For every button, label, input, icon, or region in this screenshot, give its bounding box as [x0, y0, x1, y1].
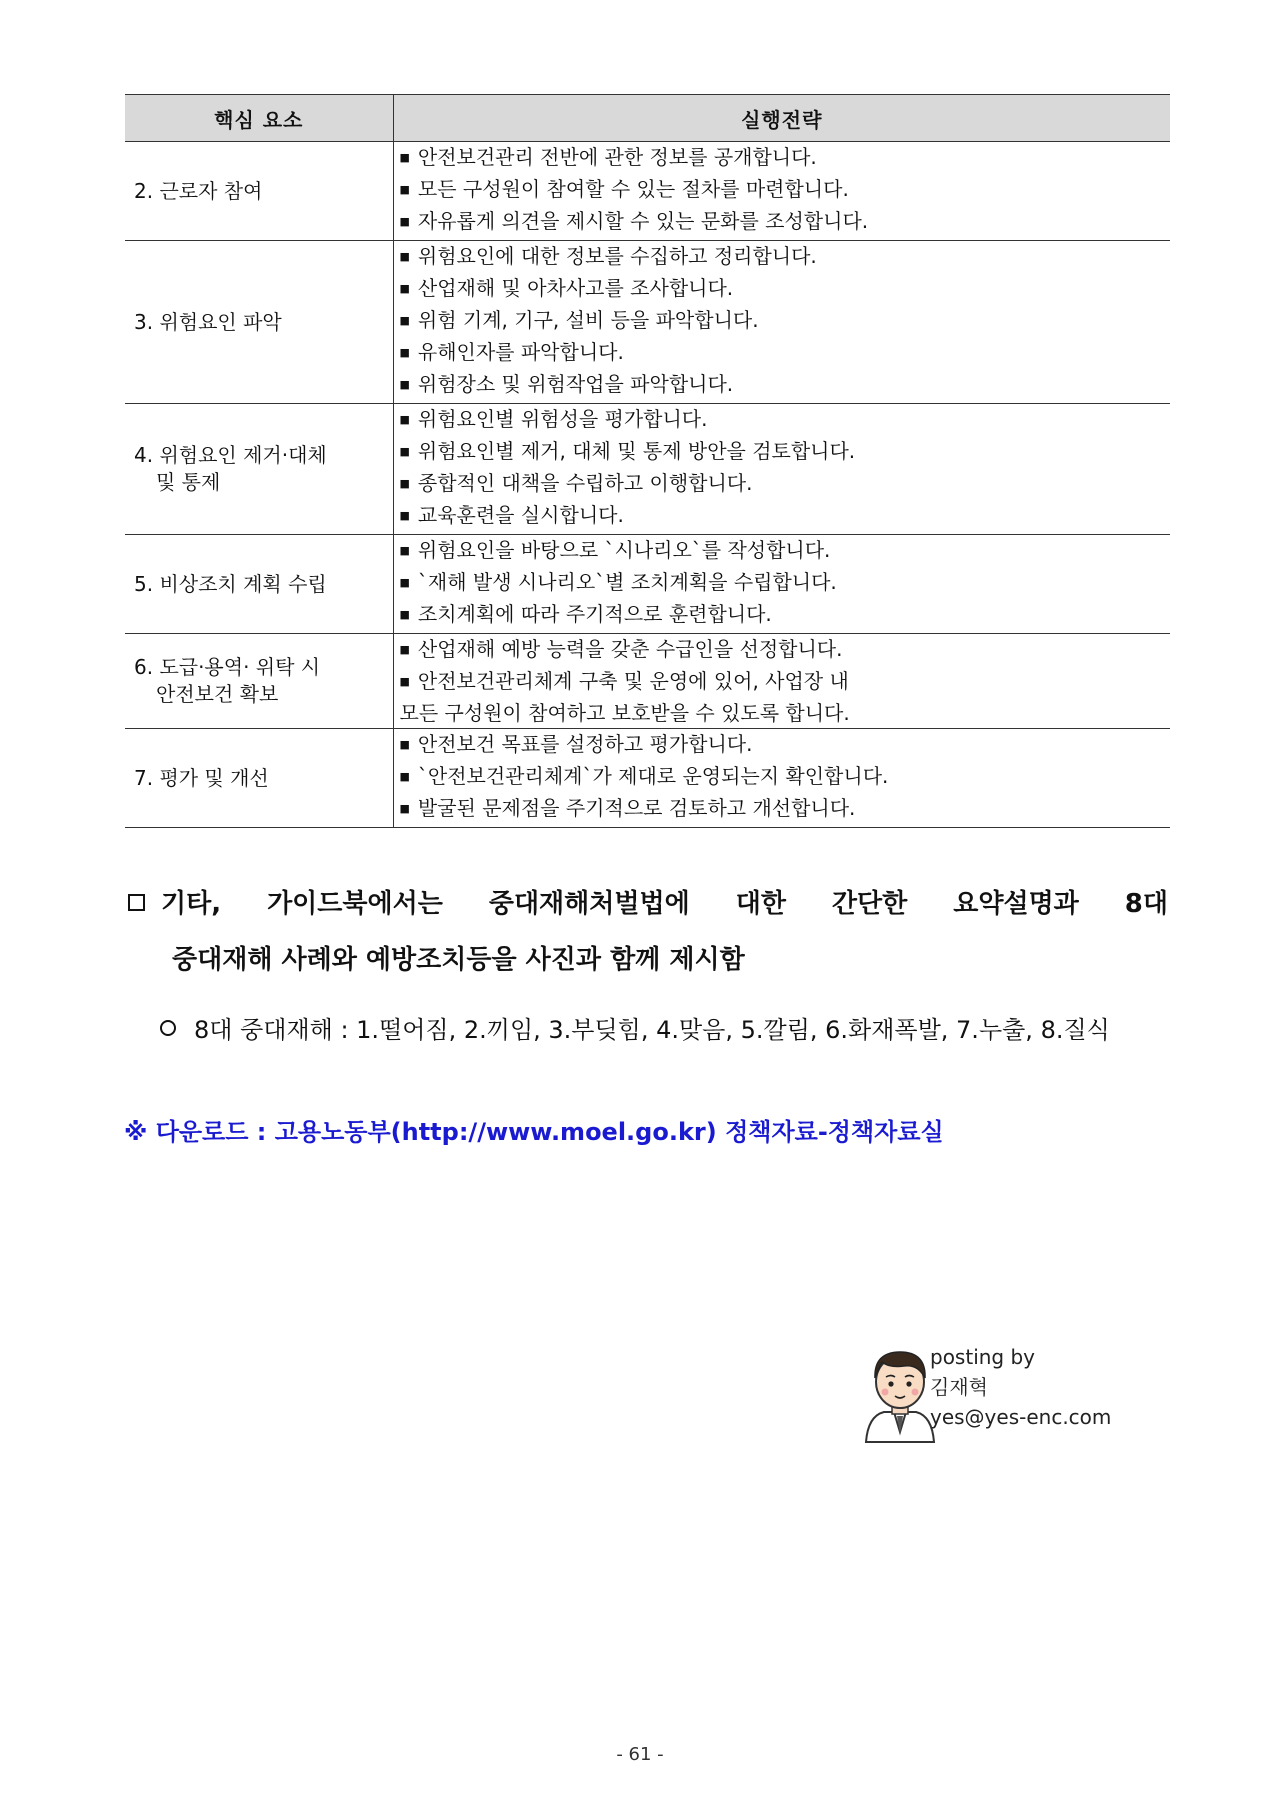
- strategy-item: ■ 위험요인에 대한 정보를 수집하고 정리합니다.: [400, 242, 1171, 274]
- table-row: [125, 634, 1170, 729]
- strategy-item: ■ `재해 발생 시나리오`별 조치계획을 수립합니다.: [400, 568, 1171, 600]
- table-row: [125, 404, 1170, 535]
- section-note: [128, 876, 1168, 988]
- strategy-item: ■ 안전보건 목표를 설정하고 평가합니다.: [400, 730, 1171, 762]
- section-word: 8대: [1124, 889, 1168, 919]
- strategy-item: ■ 위험 기계, 기구, 설비 등을 파악합니다.: [400, 306, 1171, 338]
- core-element-cell: [125, 142, 393, 241]
- strategy-cell: [393, 142, 1170, 241]
- strategy-item: ■ 발굴된 문제점을 주기적으로 검토하고 개선합니다.: [400, 794, 1171, 826]
- strategy-item-cont: 모든 구성원이 참여하고 보호받을 수 있도록 합니다.: [399, 701, 850, 725]
- section-word: 요약설명과: [953, 889, 1079, 919]
- strategy-item: ■ 위험장소 및 위험작업을 파악합니다.: [400, 370, 1171, 402]
- core-element-cell: [125, 535, 393, 634]
- download-note: ※ 다운로드 : 고용노동부(http://www.moel.go.kr) 정책자료-정책자료실: [124, 1118, 944, 1146]
- core-element-cell: [125, 241, 393, 404]
- strategy-item: ■ 위험요인을 바탕으로 `시나리오`를 작성합니다.: [400, 536, 1171, 568]
- core-element-text: 6. 도급·용역· 위탁 시: [134, 655, 321, 679]
- strategy-item: ■ 종합적인 대책을 수립하고 이행합니다.: [400, 469, 1171, 501]
- section-note-line1: [128, 876, 1168, 932]
- core-element-cell: [125, 729, 393, 828]
- strategy-cell: [393, 729, 1170, 828]
- strategy-table: [125, 94, 1170, 828]
- strategy-cell: [393, 404, 1170, 535]
- strategy-cell: [393, 535, 1170, 634]
- table-row: [125, 142, 1170, 241]
- core-element-text: 3. 위험요인 파악: [134, 309, 282, 334]
- page-number: - 61 -: [616, 1744, 664, 1765]
- strategy-item: ■ 자유롭게 의견을 제시할 수 있는 문화를 조성합니다.: [400, 207, 1171, 239]
- core-element-text: 7. 평가 및 개선: [134, 765, 269, 790]
- strategy-item: ■ 유해인자를 파악합니다.: [400, 338, 1171, 370]
- section-word: 대한: [735, 889, 786, 919]
- table-row: [125, 535, 1170, 634]
- section-word: 간단한: [831, 889, 908, 919]
- core-element-text: 2. 근로자 참여: [134, 178, 263, 203]
- strategy-item: ■ 안전보건관리 전반에 관한 정보를 공개합니다.: [400, 143, 1171, 175]
- strategy-item: ■ 산업재해 및 아차사고를 조사합니다.: [400, 274, 1171, 306]
- core-element-cell: [125, 404, 393, 535]
- strategy-cell: [393, 241, 1170, 404]
- header-strategy: 실행전략: [393, 95, 1170, 142]
- strategy-cell: [393, 634, 1170, 729]
- poster-email: yes@yes-enc.com: [930, 1405, 1112, 1429]
- strategy-item: ■ `안전보건관리체계`가 제대로 운영되는지 확인합니다.: [400, 762, 1171, 794]
- strategy-item: ■ 교육훈련을 실시합니다.: [400, 501, 1171, 533]
- strategy-item: ■ 조치계획에 따라 주기적으로 훈련합니다.: [400, 600, 1171, 632]
- strategy-item: ■ 위험요인별 위험성을 평가합니다.: [400, 405, 1171, 437]
- core-element-cell: [125, 634, 393, 729]
- table-row: [125, 729, 1170, 828]
- core-element-text: 5. 비상조치 계획 수립: [134, 571, 327, 596]
- section-word: 중대재해처벌법에: [488, 889, 690, 919]
- disaster-types-text: 8대 중대재해 : 1.떨어짐, 2.끼임, 3.부딪힘, 4.맞음, 5.깔림, 6.화재폭발, 7.누출, 8.질식: [194, 1016, 1110, 1044]
- strategy-item: ■ 모든 구성원이 참여할 수 있는 절차를 마련합니다.: [400, 175, 1171, 207]
- strategy-item: ■ 안전보건관리체계 구축 및 운영에 있어, 사업장 내: [400, 667, 1171, 699]
- section-word: 기타,: [161, 889, 222, 919]
- header-core-element: 핵심 요소: [125, 95, 393, 142]
- core-element-text-cont: 안전보건 확보: [156, 682, 279, 706]
- core-element-text-cont: 및 통제: [156, 470, 221, 494]
- strategy-item: ■ 위험요인별 제거, 대체 및 통제 방안을 검토합니다.: [400, 437, 1171, 469]
- core-element-text: 4. 위험요인 제거·대체: [134, 443, 327, 467]
- checkbox-bullet-icon: [128, 894, 145, 911]
- posting-by-label: posting by: [930, 1345, 1036, 1369]
- strategy-item: ■ 산업재해 예방 능력을 갖춘 수급인을 선정합니다.: [400, 635, 1171, 667]
- author-avatar-icon: [860, 1344, 940, 1444]
- section-word: 가이드북에서는: [267, 889, 443, 919]
- circle-bullet-icon: [160, 1020, 176, 1036]
- section-note-line2: 중대재해 사례와 예방조치등을 사진과 함께 제시함: [172, 945, 745, 975]
- table-header-row: [125, 95, 1170, 142]
- section-word-wrap: [128, 876, 221, 932]
- poster-name: 김재혁: [930, 1375, 988, 1399]
- table-row: [125, 241, 1170, 404]
- disaster-types-line: [160, 1010, 1110, 1045]
- poster-info: [930, 1342, 1111, 1432]
